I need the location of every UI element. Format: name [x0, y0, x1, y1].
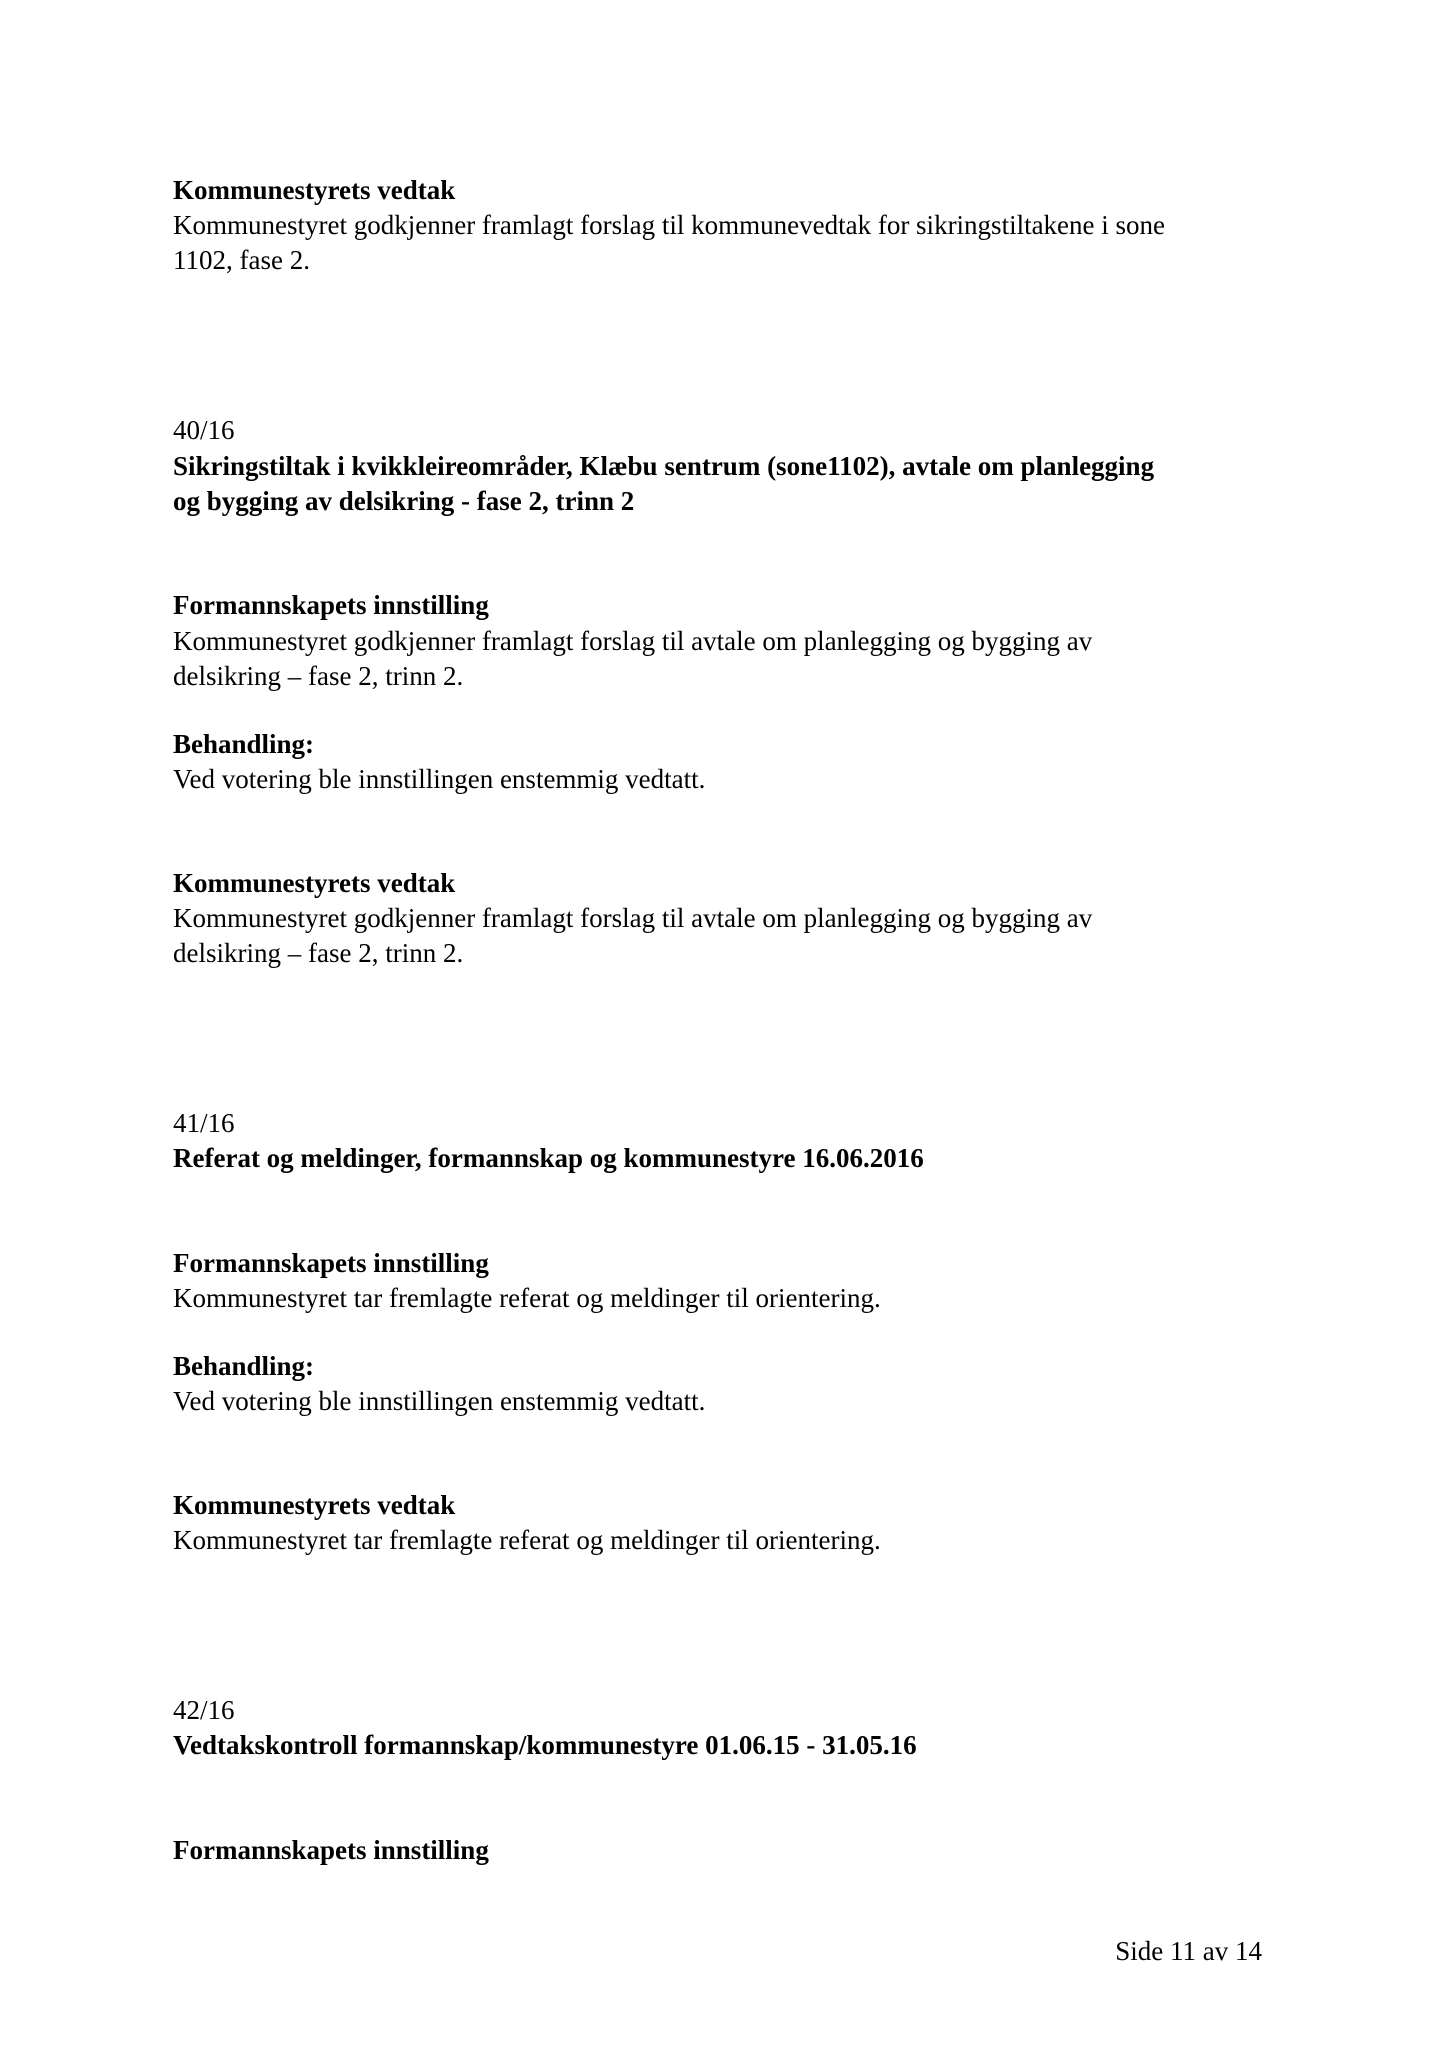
recommendation-heading: Formannskapets innstilling — [173, 590, 489, 620]
treatment-text: Ved votering ble innstillingen enstemmig vedtatt. — [173, 1386, 706, 1416]
recommendation-text: delsikring – fase 2, trinn 2. — [173, 661, 464, 691]
case-title: og bygging av delsikring - fase 2, trinn 2 — [173, 486, 635, 516]
recommendation-text: Kommunestyret tar fremlagte referat og meldinger til orientering. — [173, 1283, 881, 1313]
decision-text: 1102, fase 2. — [173, 245, 310, 275]
case-number: 42/16 — [173, 1695, 235, 1725]
case-number: 41/16 — [173, 1108, 235, 1138]
decision-text: Kommunestyret godkjenner framlagt forslag til kommunevedtak for sikringstiltakene i sone — [173, 210, 1166, 240]
case-title: Sikringstiltak i kvikkleireområder, Klæbu sentrum (sone1102), avtale om planlegging — [173, 451, 1155, 481]
decision-text: delsikring – fase 2, trinn 2. — [173, 938, 464, 968]
page-number: Side 11 av 14 — [1115, 1936, 1262, 1966]
decision-text: Kommunestyret tar fremlagte referat og meldinger til orientering. — [173, 1525, 881, 1555]
case-number: 40/16 — [173, 415, 235, 445]
case-title: Referat og meldinger, formannskap og kommunestyre 16.06.2016 — [173, 1143, 924, 1173]
recommendation-heading: Formannskapets innstilling — [173, 1248, 489, 1278]
decision-heading: Kommunestyrets vedtak — [173, 175, 456, 205]
decision-text: Kommunestyret godkjenner framlagt forslag til avtale om planlegging og bygging av — [173, 903, 1093, 933]
treatment-heading: Behandling: — [173, 729, 315, 759]
treatment-heading: Behandling: — [173, 1351, 315, 1381]
recommendation-text: Kommunestyret godkjenner framlagt forslag til avtale om planlegging og bygging av — [173, 626, 1093, 656]
recommendation-heading: Formannskapets innstilling — [173, 1835, 489, 1865]
decision-heading: Kommunestyrets vedtak — [173, 1490, 456, 1520]
decision-heading: Kommunestyrets vedtak — [173, 868, 456, 898]
case-title: Vedtakskontroll formannskap/kommunestyre 01.06.15 - 31.05.16 — [173, 1730, 917, 1760]
treatment-text: Ved votering ble innstillingen enstemmig vedtatt. — [173, 764, 706, 794]
